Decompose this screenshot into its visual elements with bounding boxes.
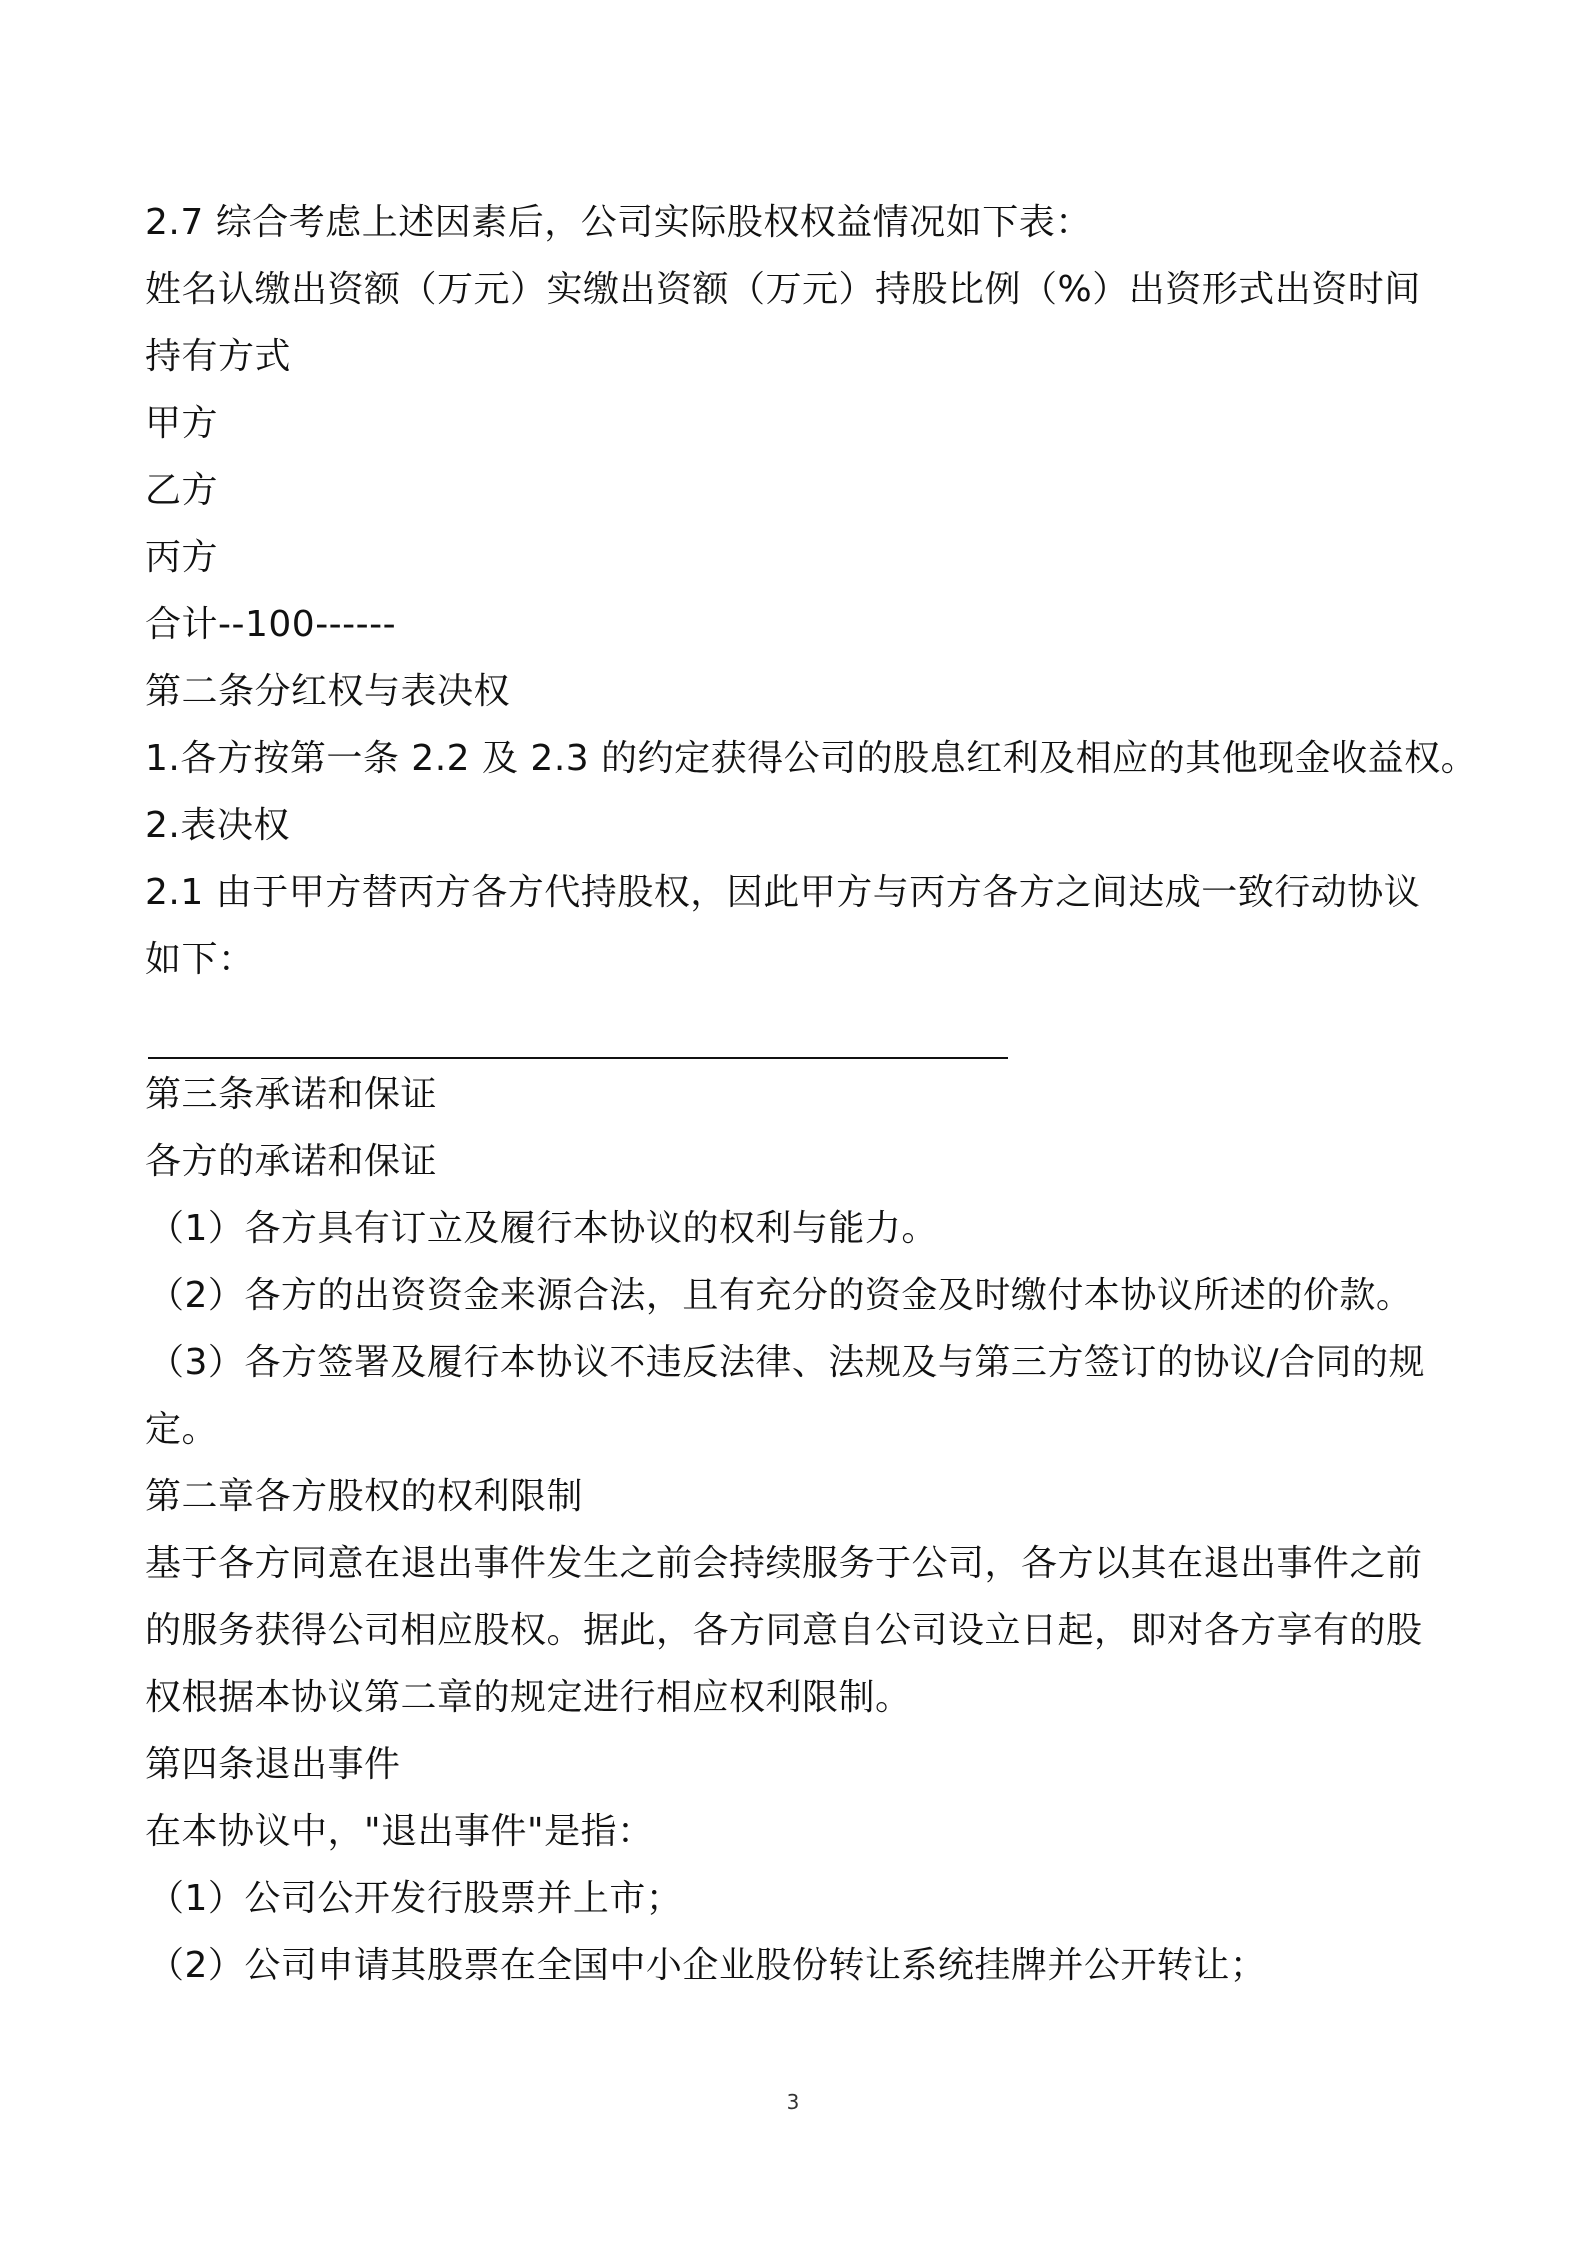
exit-event-item-1: （1）公司公开发行股票并上市； <box>148 1878 683 1919</box>
restriction-paragraph-line-3: 权根据本协议第二章的规定进行相应权利限制。 <box>145 1677 912 1718</box>
table-row-party-b: 乙方 <box>145 470 219 511</box>
table-header-continuation: 持有方式 <box>145 336 292 377</box>
table-header-line: 姓名认缴出资额（万元）实缴出资额（万元）持股比例（%）出资形式出资时间 <box>145 269 1421 310</box>
restriction-paragraph-line-2: 的服务获得公司相应股权。据此，各方同意自公司设立日起，即对各方享有的股 <box>145 1610 1423 1651</box>
table-row-party-a: 甲方 <box>145 403 219 444</box>
commitment-item-1: （1）各方具有订立及履行本协议的权利与能力。 <box>148 1208 938 1249</box>
voting-agreement-continuation: 如下： <box>145 939 255 980</box>
article-2-heading: 第二条分红权与表决权 <box>145 671 511 712</box>
page-number: 3 <box>786 2090 800 2114</box>
chapter-2-heading: 第二章各方股权的权利限制 <box>145 1476 584 1517</box>
exit-event-definition: 在本协议中，"退出事件"是指： <box>145 1811 654 1852</box>
exit-event-item-2: （2）公司申请其股票在全国中小企业股份转让系统挂牌并公开转让； <box>148 1945 1267 1986</box>
restriction-paragraph-line-1: 基于各方同意在退出事件发生之前会持续服务于公司，各方以其在退出事件之前 <box>145 1543 1423 1584</box>
blank-underline <box>148 1057 1008 1059</box>
article-3-heading: 第三条承诺和保证 <box>145 1074 438 1115</box>
commitment-item-3: （3）各方签署及履行本协议不违反法律、法规及与第三方签订的协议/合同的规 <box>148 1342 1426 1383</box>
dividend-rights-line: 1.各方按第一条 2.2 及 2.3 的约定获得公司的股息红利及相应的其他现金收益权。 <box>145 738 1478 779</box>
table-row-party-c: 丙方 <box>145 537 219 578</box>
commitment-item-3-continuation: 定。 <box>145 1409 219 1450</box>
table-row-total: 合计--100------ <box>145 604 397 645</box>
article-4-heading: 第四条退出事件 <box>145 1744 401 1785</box>
voting-agreement-line: 2.1 由于甲方替丙方各方代持股权，因此甲方与丙方各方之间达成一致行动协议 <box>145 872 1421 913</box>
commitment-item-2: （2）各方的出资资金来源合法，且有充分的资金及时缴付本协议所述的价款。 <box>148 1275 1413 1316</box>
voting-rights-heading: 2.表决权 <box>145 805 290 846</box>
text-line-2-7-intro: 2.7 综合考虑上述因素后，公司实际股权权益情况如下表： <box>145 202 1092 243</box>
commitments-subheading: 各方的承诺和保证 <box>145 1141 438 1182</box>
